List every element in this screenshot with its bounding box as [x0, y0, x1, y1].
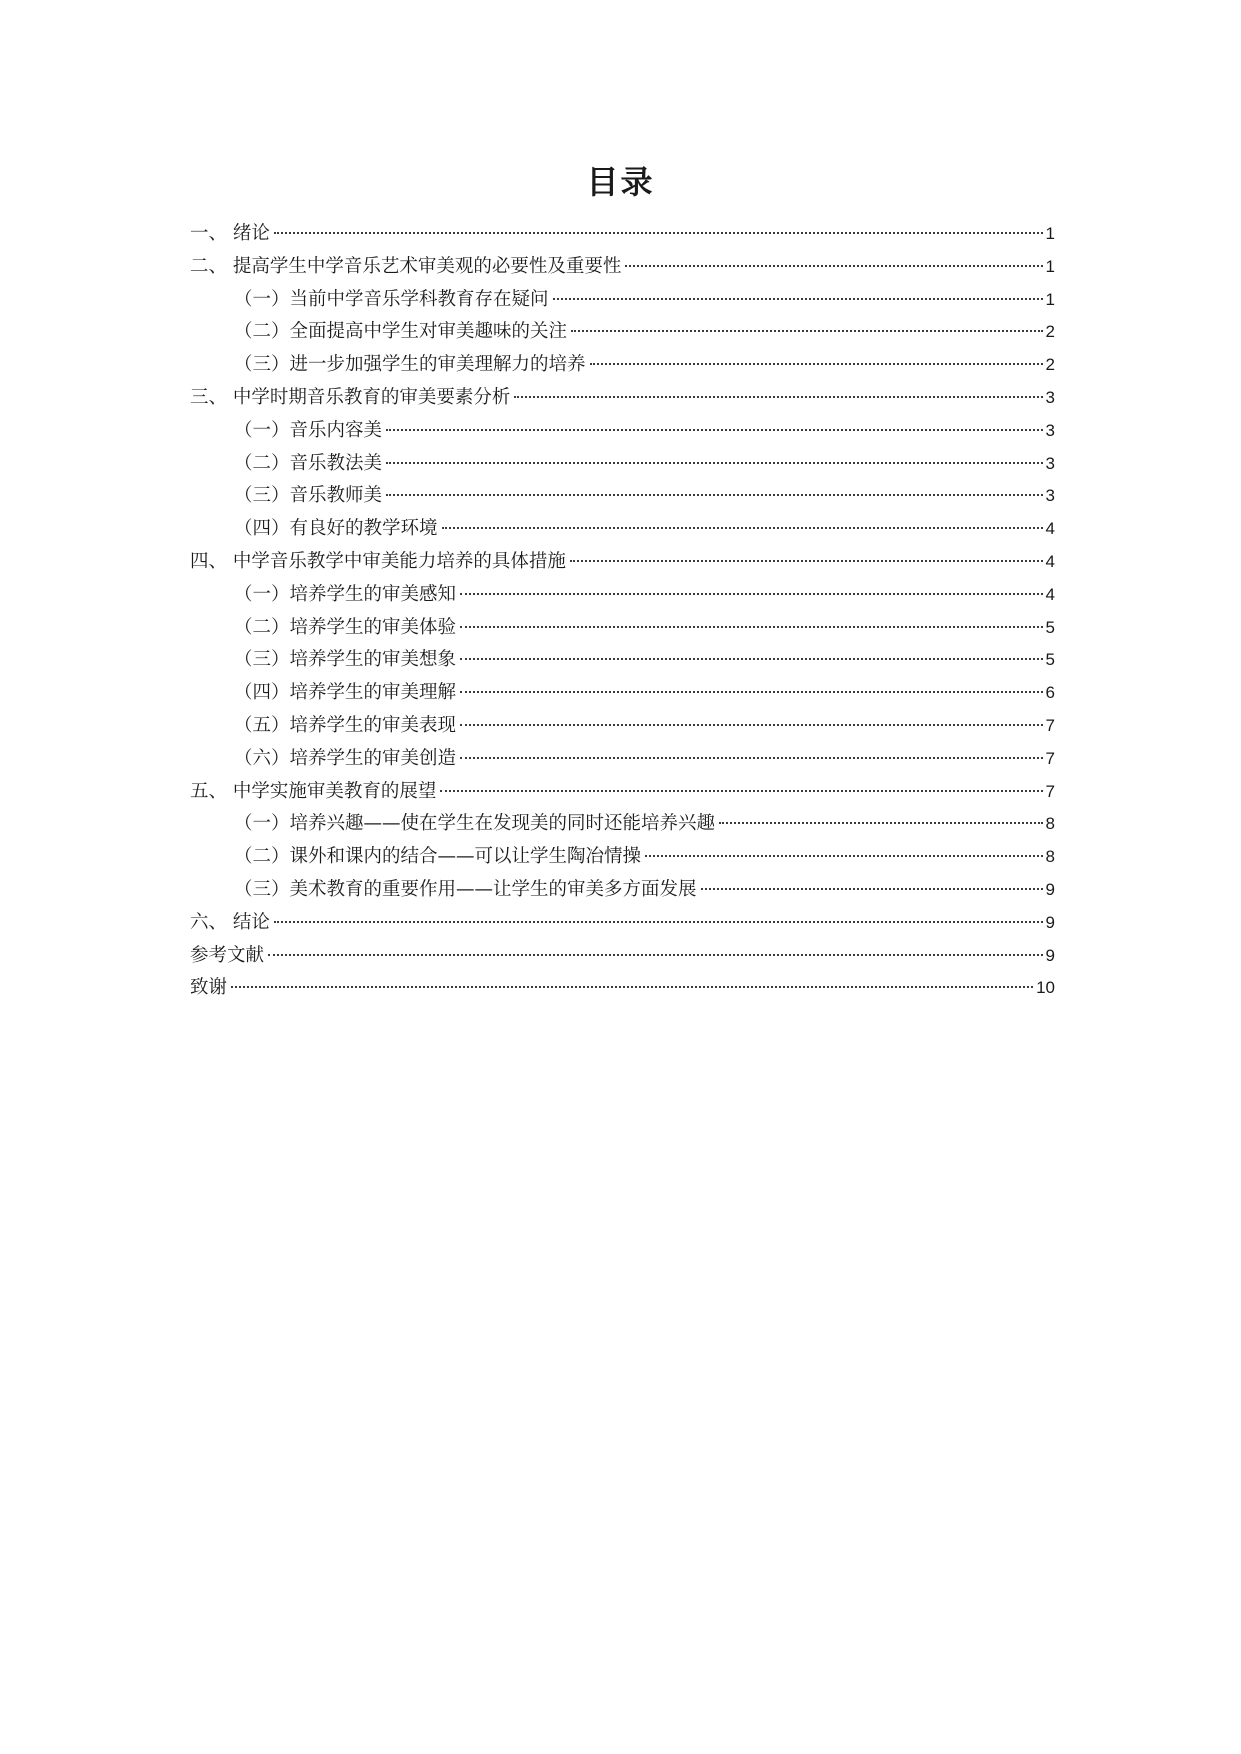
- toc-entry-label: （三）培养学生的审美想象: [234, 649, 457, 671]
- toc-page-number: 5: [1045, 650, 1055, 670]
- toc-dot-leader: [440, 790, 1042, 792]
- toc-dot-leader: [274, 921, 1043, 923]
- toc-entry[interactable]: [190, 841, 1055, 874]
- toc-page-number: 9: [1045, 912, 1055, 932]
- toc-entry-label: 五、 中学实施审美教育的展望: [190, 780, 437, 802]
- toc-entry[interactable]: [190, 776, 1055, 809]
- toc-entry[interactable]: [190, 382, 1055, 415]
- toc-page-number: 3: [1045, 453, 1055, 473]
- toc-entry[interactable]: [190, 251, 1055, 284]
- toc-entry[interactable]: [190, 349, 1055, 382]
- toc-page-number: 8: [1045, 814, 1055, 834]
- toc-dot-leader: [460, 658, 1043, 660]
- toc-dot-leader: [719, 822, 1043, 824]
- toc-dot-leader: [570, 560, 1043, 562]
- toc-entry[interactable]: [190, 874, 1055, 907]
- toc-dot-leader: [386, 429, 1043, 431]
- toc-entry-label: （一）音乐内容美: [234, 419, 383, 441]
- toc-page-number: 9: [1045, 945, 1055, 965]
- toc-entry-label: （四）培养学生的审美理解: [234, 682, 457, 704]
- toc-page-number: 7: [1045, 715, 1055, 735]
- toc-entry-label: （二）课外和课内的结合——可以让学生陶冶情操: [234, 846, 642, 868]
- toc-page-number: 1: [1045, 256, 1055, 276]
- toc-entry-label: （二）音乐教法美: [234, 452, 383, 474]
- toc-entry-label: （一）培养兴趣——使在学生在发现美的同时还能培养兴趣: [234, 813, 716, 835]
- toc-entry-label: 六、 结论: [190, 911, 270, 933]
- toc-entry[interactable]: [190, 907, 1055, 940]
- toc-page-number: 3: [1045, 420, 1055, 440]
- toc-dot-leader: [571, 330, 1043, 332]
- toc-dot-leader: [645, 855, 1043, 857]
- toc-entry[interactable]: [190, 415, 1055, 448]
- toc-entry-label: （一）培养学生的审美感知: [234, 583, 457, 605]
- toc-dot-leader: [268, 954, 1043, 956]
- toc-entry-label: （三）美术教育的重要作用——让学生的审美多方面发展: [234, 878, 697, 900]
- toc-entry-label: 参考文献: [190, 944, 265, 966]
- toc-entry-label: （六）培养学生的审美创造: [234, 747, 457, 769]
- toc-entry-label: 致谢: [190, 977, 228, 999]
- toc-page-number: 3: [1045, 387, 1055, 407]
- toc-entry-label: （二）全面提高中学生对审美趣味的关注: [234, 321, 568, 343]
- toc-entry[interactable]: [190, 677, 1055, 710]
- toc-entry-label: （四）有良好的教学环境: [234, 518, 438, 540]
- toc-dot-leader: [460, 626, 1043, 628]
- toc-entry-label: （三）进一步加强学生的审美理解力的培养: [234, 354, 586, 376]
- toc-dot-leader: [701, 888, 1043, 890]
- toc-dot-leader: [625, 265, 1042, 267]
- toc-entry[interactable]: [190, 940, 1055, 973]
- toc-entry-label: （二）培养学生的审美体验: [234, 616, 457, 638]
- toc-entry[interactable]: [190, 808, 1055, 841]
- toc-dot-leader: [274, 232, 1043, 234]
- toc-dot-leader: [442, 527, 1043, 529]
- toc-page-number: 3: [1045, 486, 1055, 506]
- toc-entry-label: （五）培养学生的审美表现: [234, 714, 457, 736]
- toc-entry[interactable]: [190, 480, 1055, 513]
- toc-page-number: 4: [1045, 584, 1055, 604]
- toc-entry[interactable]: [190, 546, 1055, 579]
- toc-dot-leader: [386, 494, 1043, 496]
- toc-page-number: 5: [1045, 617, 1055, 637]
- toc-page-number: 10: [1036, 978, 1055, 998]
- toc-entry[interactable]: [190, 448, 1055, 481]
- toc-entry-label: 四、 中学音乐教学中审美能力培养的具体措施: [190, 550, 566, 572]
- toc-page-number: 9: [1045, 879, 1055, 899]
- toc-page-number: 2: [1045, 355, 1055, 375]
- toc-entry-label: 二、 提高学生中学音乐艺术审美观的必要性及重要性: [190, 255, 622, 277]
- toc-title: 目录: [586, 163, 655, 201]
- toc-dot-leader: [553, 298, 1043, 300]
- toc-entry[interactable]: [190, 579, 1055, 612]
- toc-entry[interactable]: [190, 316, 1055, 349]
- toc-entry-label: （一）当前中学音乐学科教育存在疑问: [234, 288, 549, 310]
- toc-entry[interactable]: [190, 513, 1055, 546]
- toc-page-number: 8: [1045, 847, 1055, 867]
- toc-dot-leader: [460, 757, 1043, 759]
- toc-page-number: 2: [1045, 322, 1055, 342]
- toc-entry[interactable]: [190, 710, 1055, 743]
- toc-entry-label: （三）音乐教师美: [234, 485, 383, 507]
- toc-dot-leader: [386, 462, 1043, 464]
- toc-dot-leader: [231, 986, 1033, 988]
- toc-dot-leader: [590, 363, 1043, 365]
- toc-entry[interactable]: [190, 743, 1055, 776]
- toc-page-number: 1: [1045, 224, 1055, 243]
- toc-dot-leader: [460, 593, 1043, 595]
- toc-entry[interactable]: [190, 644, 1055, 677]
- toc-page-number: 4: [1045, 519, 1055, 539]
- toc-page-number: 1: [1045, 289, 1055, 309]
- table-of-contents: [190, 218, 1055, 1005]
- toc-page-number: 6: [1045, 683, 1055, 703]
- toc-page-number: 7: [1045, 748, 1055, 768]
- toc-entry-label: 一、 绪论: [190, 223, 270, 244]
- toc-entry[interactable]: [190, 972, 1055, 1005]
- toc-entry-label: 三、 中学时期音乐教育的审美要素分析: [190, 386, 511, 408]
- toc-dot-leader: [460, 724, 1043, 726]
- toc-dot-leader: [460, 691, 1043, 693]
- toc-page-number: 4: [1045, 551, 1055, 571]
- toc-dot-leader: [514, 396, 1042, 398]
- toc-entry[interactable]: [190, 612, 1055, 645]
- toc-entry[interactable]: [190, 218, 1055, 251]
- toc-entry[interactable]: [190, 284, 1055, 317]
- toc-page-number: 7: [1045, 781, 1055, 801]
